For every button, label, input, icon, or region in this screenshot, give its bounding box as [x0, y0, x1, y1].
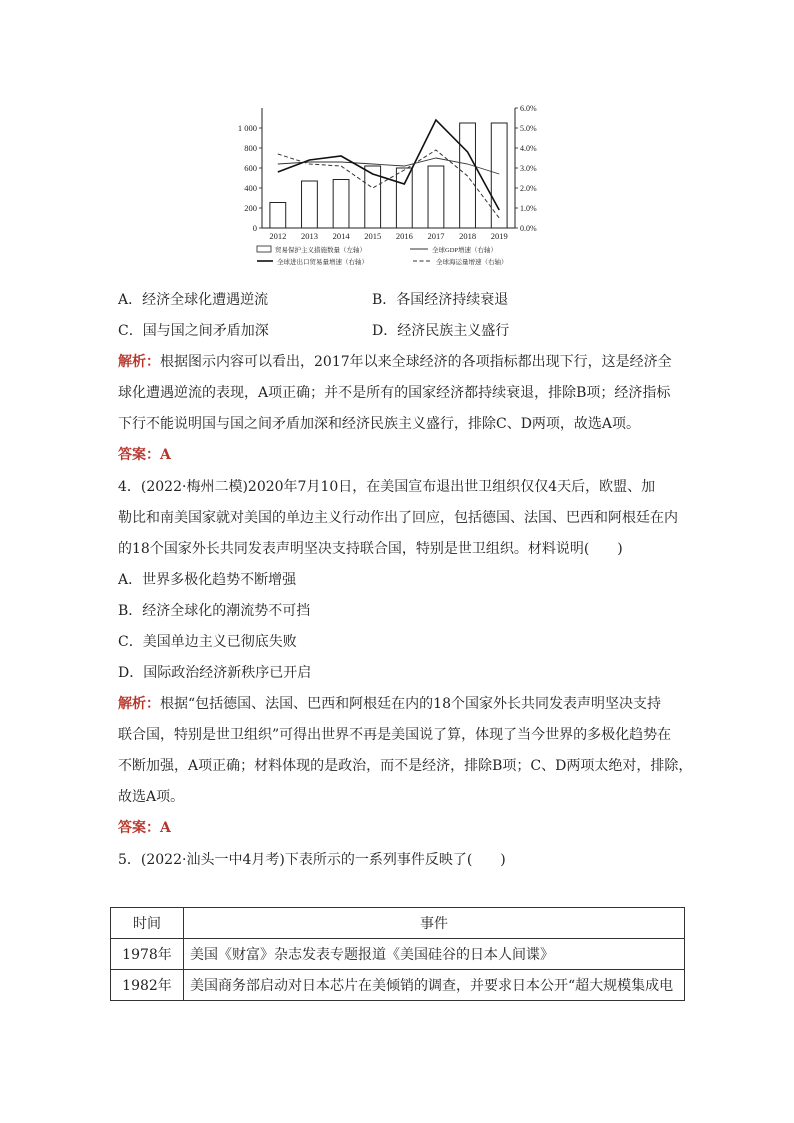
q4-analysis-line-3: 不断加强，A项正确；材料体现的是政治，而不是经济，排除B项；C、D两项太绝对，排除， — [118, 758, 693, 774]
table-header-event: 事件 — [184, 908, 685, 939]
q4-option-d: D．国际政治经济新秩序已开启 — [118, 665, 312, 681]
table-row — [111, 970, 685, 1001]
table-header-row — [111, 908, 685, 939]
trade-chart — [225, 100, 570, 278]
q3-option-d: D．经济民族主义盛行 — [372, 323, 510, 339]
q4-analysis-label: 解析： — [118, 696, 160, 712]
q3-option-a: A．经济全球化遭遇逆流 — [118, 292, 269, 308]
table-cell-time: 1978年 — [111, 939, 184, 970]
x-tick-label: 2017 — [427, 231, 445, 241]
legend-label: 贸易保护主义措施数量（左轴） — [275, 247, 366, 254]
q4-analysis-line-1 — [118, 694, 661, 714]
x-tick-label: 2019 — [490, 231, 508, 241]
left-tick-label: 600 — [244, 163, 257, 173]
x-tick-label: 2016 — [395, 231, 413, 241]
x-tick-label: 2018 — [459, 231, 477, 241]
q3-option-b: B．各国经济持续衰退 — [372, 292, 509, 308]
q4-option-c: C．美国单边主义已彻底失败 — [118, 634, 297, 650]
q3-answer-value: A — [160, 447, 171, 463]
left-tick-label: 400 — [244, 183, 257, 193]
chart-bars — [270, 123, 507, 228]
bar — [302, 181, 318, 228]
right-tick-label: 6.0% — [520, 104, 537, 113]
q3-answer-label: 答案： — [118, 447, 160, 463]
right-tick-label: 2.0% — [520, 184, 537, 193]
q4-analysis-line-4: 故选A项。 — [118, 789, 185, 805]
q4-analysis-text-1: 根据“包括德国、法国、巴西和阿根廷在内的18个国家外长共同发表声明坚决支持 — [160, 696, 661, 712]
q4-option-a: A．世界多极化趋势不断增强 — [118, 572, 297, 588]
x-tick-label: 2015 — [364, 231, 382, 241]
x-tick-label: 2014 — [332, 231, 350, 241]
bar — [333, 180, 349, 229]
right-tick-label: 4.0% — [520, 144, 537, 153]
q4-answer — [118, 818, 171, 838]
legend-label: 全球进出口贸易量增速（右轴） — [277, 259, 368, 266]
left-tick-label: 800 — [244, 143, 257, 153]
q3-option-c: C．国与国之间矛盾加深 — [118, 323, 269, 339]
x-tick-label: 2013 — [300, 231, 318, 241]
table-header-time: 时间 — [111, 908, 184, 939]
left-tick-label: 0 — [252, 223, 257, 233]
left-tick-label: 200 — [244, 203, 257, 213]
legend-swatch-bar — [257, 246, 271, 252]
bar — [491, 123, 507, 228]
q3-analysis-line-2: 球化遭遇逆流的表现，A项正确；并不是所有的国家经济都持续衰退，排除B项；经济指标 — [118, 385, 671, 401]
events-table — [110, 907, 685, 1001]
chart-legend — [257, 245, 508, 266]
left-tick-label: 1 000 — [237, 123, 257, 133]
q4-option-b: B．经济全球化的潮流势不可挡 — [118, 603, 311, 619]
table-row — [111, 939, 685, 970]
x-tick-label: 2012 — [269, 231, 287, 241]
q5-stem: 5．(2022·汕头一中4月考)下表所示的一系列事件反映了( ) — [118, 852, 506, 868]
q4-answer-label: 答案： — [118, 820, 160, 836]
q3-analysis-text-1: 根据图示内容可以看出，2017年以来全球经济的各项指标都出现下行，这是经济全 — [160, 354, 672, 370]
q4-stem-line-1: 4．(2022·梅州二模)2020年7月10日，在美国宣布退出世卫组织仅仅4天后，欧盟、加 — [118, 479, 656, 495]
q3-analysis-line-1 — [118, 352, 672, 372]
right-tick-label: 5.0% — [520, 124, 537, 133]
legend-label: 全球海运量增速（右轴） — [436, 259, 508, 266]
table-cell-event: 美国商务部启动对日本芯片在美倾销的调查，并要求日本公开“超大规模集成电 — [184, 970, 685, 1001]
bar — [270, 203, 286, 229]
table-cell-event: 美国《财富》杂志发表专题报道《美国硅谷的日本人间谍》 — [184, 939, 685, 970]
table-cell-time: 1982年 — [111, 970, 184, 1001]
q4-stem-line-3: 的18个国家外长共同发表声明坚决支持联合国，特别是世卫组织。材料说明( ) — [118, 541, 623, 557]
q4-stem-line-2: 勒比和南美国家就对美国的单边主义行动作出了回应，包括德国、法国、巴西和阿根廷在内 — [118, 510, 678, 526]
q3-analysis-line-3: 下行不能说明国与国之间矛盾加深和经济民族主义盛行，排除C、D两项，故选A项。 — [118, 416, 641, 432]
legend-label: 全球GDP增速（右轴） — [432, 247, 498, 254]
right-tick-label: 3.0% — [520, 164, 537, 173]
q4-answer-value: A — [160, 820, 171, 836]
q3-analysis-label: 解析： — [118, 354, 160, 370]
bar — [428, 166, 444, 228]
right-tick-label: 0.0% — [520, 224, 537, 233]
bar — [396, 168, 412, 228]
right-tick-label: 1.0% — [520, 204, 537, 213]
q4-analysis-line-2: 联合国，特别是世卫组织”可得出世界不再是美国说了算，体现了当今世界的多极化趋势在 — [118, 727, 672, 743]
q3-answer — [118, 445, 171, 465]
